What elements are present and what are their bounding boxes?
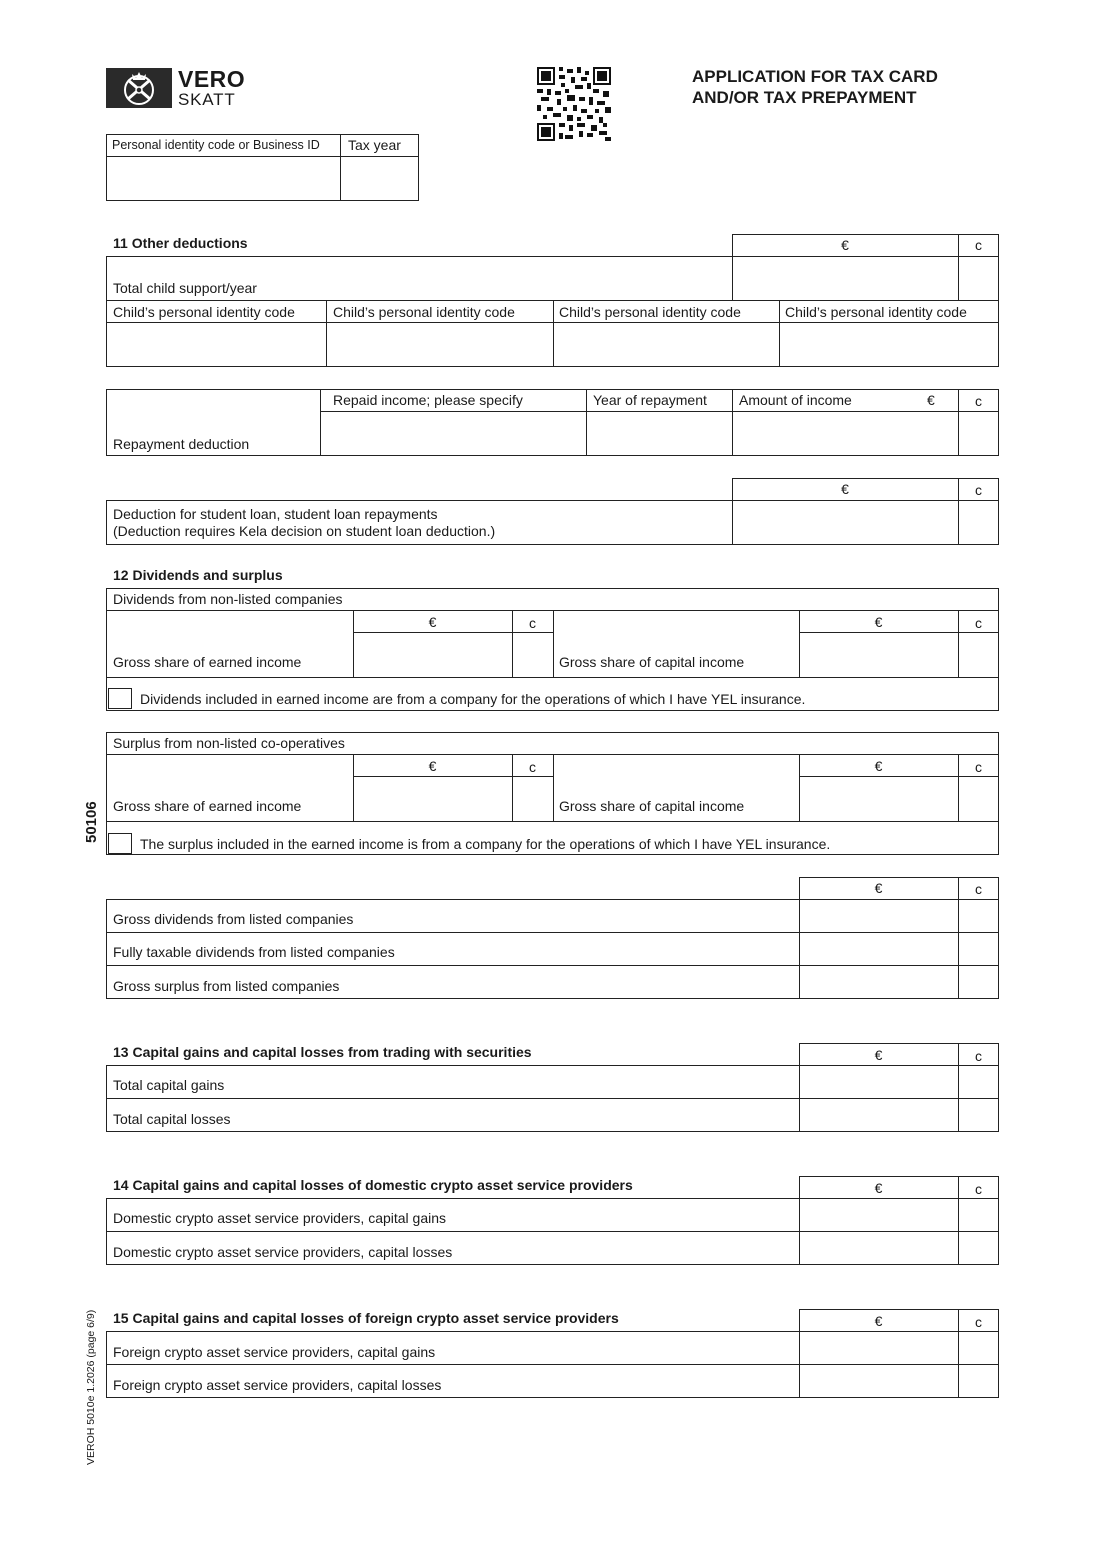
euro-header: € <box>874 1180 883 1196</box>
euro-header: € <box>841 237 849 253</box>
foreign-crypto-gains-cent-field[interactable] <box>960 1333 997 1363</box>
listed-taxable-dividends-euro-field[interactable] <box>801 934 957 964</box>
listed-gross-surplus-euro-field[interactable] <box>801 967 957 997</box>
listed-gross-surplus-label: Gross surplus from listed companies <box>113 978 340 994</box>
foreign-crypto-losses-euro-field[interactable] <box>801 1366 957 1396</box>
listed-taxable-dividends-cent-field[interactable] <box>960 934 997 964</box>
student-loan-label-2: (Deduction requires Kela decision on student loan deduction.) <box>113 523 496 539</box>
repaid-income-field[interactable] <box>322 413 585 454</box>
tax-year-label: Tax year <box>348 137 401 153</box>
child-support-label: Total child support/year <box>113 280 257 296</box>
title-line-2: AND/OR TAX PREPAYMENT <box>692 88 917 107</box>
amount-of-income-cent-field[interactable] <box>960 413 997 454</box>
child-code-label-1: Child’s personal identity code <box>113 304 295 320</box>
cent-header: c <box>975 615 982 631</box>
child-support-euro-field[interactable] <box>734 258 956 299</box>
page-title <box>692 66 938 108</box>
identity-code-label: Personal identity code or Business ID <box>112 138 320 152</box>
euro-header: € <box>428 614 437 630</box>
listed-gross-dividends-euro-field[interactable] <box>801 901 957 931</box>
dividends-earned-cent-field[interactable] <box>514 634 552 675</box>
yel-surplus-checkbox[interactable] <box>108 833 132 854</box>
student-loan-cent-field[interactable] <box>960 502 997 543</box>
surplus-capital-euro-field[interactable] <box>801 778 957 819</box>
euro-header: € <box>874 614 883 630</box>
brand-vero: VERO <box>178 66 246 92</box>
dividends-earned-euro-field[interactable] <box>355 634 511 675</box>
euro-header: € <box>874 758 883 774</box>
vero-emblem-icon <box>106 68 172 108</box>
euro-header: € <box>874 1313 883 1329</box>
section-14-title: 14 Capital gains and capital losses of domestic crypto asset service providers <box>113 1177 633 1193</box>
foreign-crypto-gains-euro-field[interactable] <box>801 1333 957 1363</box>
cent-header: c <box>975 237 982 253</box>
domestic-crypto-gains-cent-field[interactable] <box>960 1200 997 1230</box>
title-line-1: APPLICATION FOR TAX CARD <box>692 67 938 86</box>
yel-dividends-label: Dividends included in earned income are from a company for the operations of which I have YEL insurance. <box>140 691 806 707</box>
child-code-field-2[interactable] <box>328 324 552 365</box>
securities-gains-cent-field[interactable] <box>960 1067 997 1097</box>
form-code: 50106 <box>83 801 100 843</box>
student-loan-label-1: Deduction for student loan, student loan repayments <box>113 506 438 522</box>
child-code-field-1[interactable] <box>108 324 325 365</box>
listed-taxable-dividends-label: Fully taxable dividends from listed companies <box>113 944 395 960</box>
section-11-title: 11 Other deductions <box>113 235 248 251</box>
surplus-earned-euro-field[interactable] <box>355 778 511 819</box>
cent-header: c <box>975 759 982 775</box>
domestic-crypto-losses-euro-field[interactable] <box>801 1233 957 1263</box>
domestic-crypto-losses-cent-field[interactable] <box>960 1233 997 1263</box>
nonlisted-dividends-label: Dividends from non-listed companies <box>113 591 343 607</box>
securities-losses-label: Total capital losses <box>113 1111 231 1127</box>
section-12-title: 12 Dividends and surplus <box>113 567 283 583</box>
cent-header: c <box>975 482 982 498</box>
section-13-title: 13 Capital gains and capital losses from trading with securities <box>113 1044 532 1060</box>
securities-losses-euro-field[interactable] <box>801 1100 957 1130</box>
dividends-capital-cent-field[interactable] <box>960 634 997 675</box>
child-code-label-3: Child’s personal identity code <box>559 304 741 320</box>
securities-losses-cent-field[interactable] <box>960 1100 997 1130</box>
yel-dividends-checkbox[interactable] <box>108 688 132 709</box>
child-support-cent-field[interactable] <box>960 258 997 299</box>
form-identifier: VEROH 5010e 1.2026 (page 6/9) <box>85 1309 97 1465</box>
euro-header: € <box>841 481 849 497</box>
cent-header: c <box>975 393 982 409</box>
dividends-gross-capital-label: Gross share of capital income <box>559 654 745 670</box>
amount-of-income-euro-field[interactable] <box>734 413 956 454</box>
year-of-repayment-label: Year of repayment <box>593 392 707 408</box>
surplus-gross-earned-label: Gross share of earned income <box>113 798 302 814</box>
child-code-label-4: Child’s personal identity code <box>785 304 967 320</box>
securities-gains-label: Total capital gains <box>113 1077 225 1093</box>
domestic-crypto-losses-label: Domestic crypto asset service providers, capital losses <box>113 1244 453 1260</box>
dividends-capital-euro-field[interactable] <box>801 634 957 675</box>
identity-code-field[interactable] <box>108 158 339 199</box>
dividends-gross-earned-label: Gross share of earned income <box>113 654 302 670</box>
cent-header: c <box>975 1048 982 1064</box>
cent-header: c <box>975 1314 982 1330</box>
domestic-crypto-gains-euro-field[interactable] <box>801 1200 957 1230</box>
euro-header: € <box>927 392 935 408</box>
listed-gross-dividends-label: Gross dividends from listed companies <box>113 911 354 927</box>
repayment-deduction-label: Repayment deduction <box>113 436 250 452</box>
foreign-crypto-losses-label: Foreign crypto asset service providers, capital losses <box>113 1377 442 1393</box>
section-15-title: 15 Capital gains and capital losses of foreign crypto asset service providers <box>113 1310 619 1326</box>
tax-year-field[interactable] <box>342 158 417 199</box>
year-of-repayment-field[interactable] <box>588 413 731 454</box>
vero-logo <box>106 68 246 110</box>
cent-header: c <box>529 759 536 775</box>
child-code-label-2: Child’s personal identity code <box>333 304 515 320</box>
surplus-capital-cent-field[interactable] <box>960 778 997 819</box>
surplus-gross-capital-label: Gross share of capital income <box>559 798 745 814</box>
euro-header: € <box>428 758 437 774</box>
yel-surplus-label: The surplus included in the earned income is from a company for the operations of which I have YEL insurance. <box>140 836 831 852</box>
euro-header: € <box>874 880 883 896</box>
foreign-crypto-gains-label: Foreign crypto asset service providers, capital gains <box>113 1344 436 1360</box>
amount-of-income-label: Amount of income <box>739 392 852 408</box>
nonlisted-surplus-label: Surplus from non-listed co-operatives <box>113 735 345 751</box>
listed-gross-surplus-cent-field[interactable] <box>960 967 997 997</box>
cent-header: c <box>975 1181 982 1197</box>
domestic-crypto-gains-label: Domestic crypto asset service providers, capital gains <box>113 1210 447 1226</box>
cent-header: c <box>975 881 982 897</box>
qr-code-icon <box>537 67 611 141</box>
brand-skatt: SKATT <box>178 90 236 109</box>
cent-header: c <box>529 615 536 631</box>
student-loan-euro-field[interactable] <box>734 502 956 543</box>
euro-header: € <box>874 1047 883 1063</box>
securities-gains-euro-field[interactable] <box>801 1067 957 1097</box>
child-code-field-4[interactable] <box>781 324 997 365</box>
repaid-income-label: Repaid income; please specify <box>333 392 523 408</box>
listed-gross-dividends-cent-field[interactable] <box>960 901 997 931</box>
child-code-field-3[interactable] <box>555 324 778 365</box>
foreign-crypto-losses-cent-field[interactable] <box>960 1366 997 1396</box>
surplus-earned-cent-field[interactable] <box>514 778 552 819</box>
